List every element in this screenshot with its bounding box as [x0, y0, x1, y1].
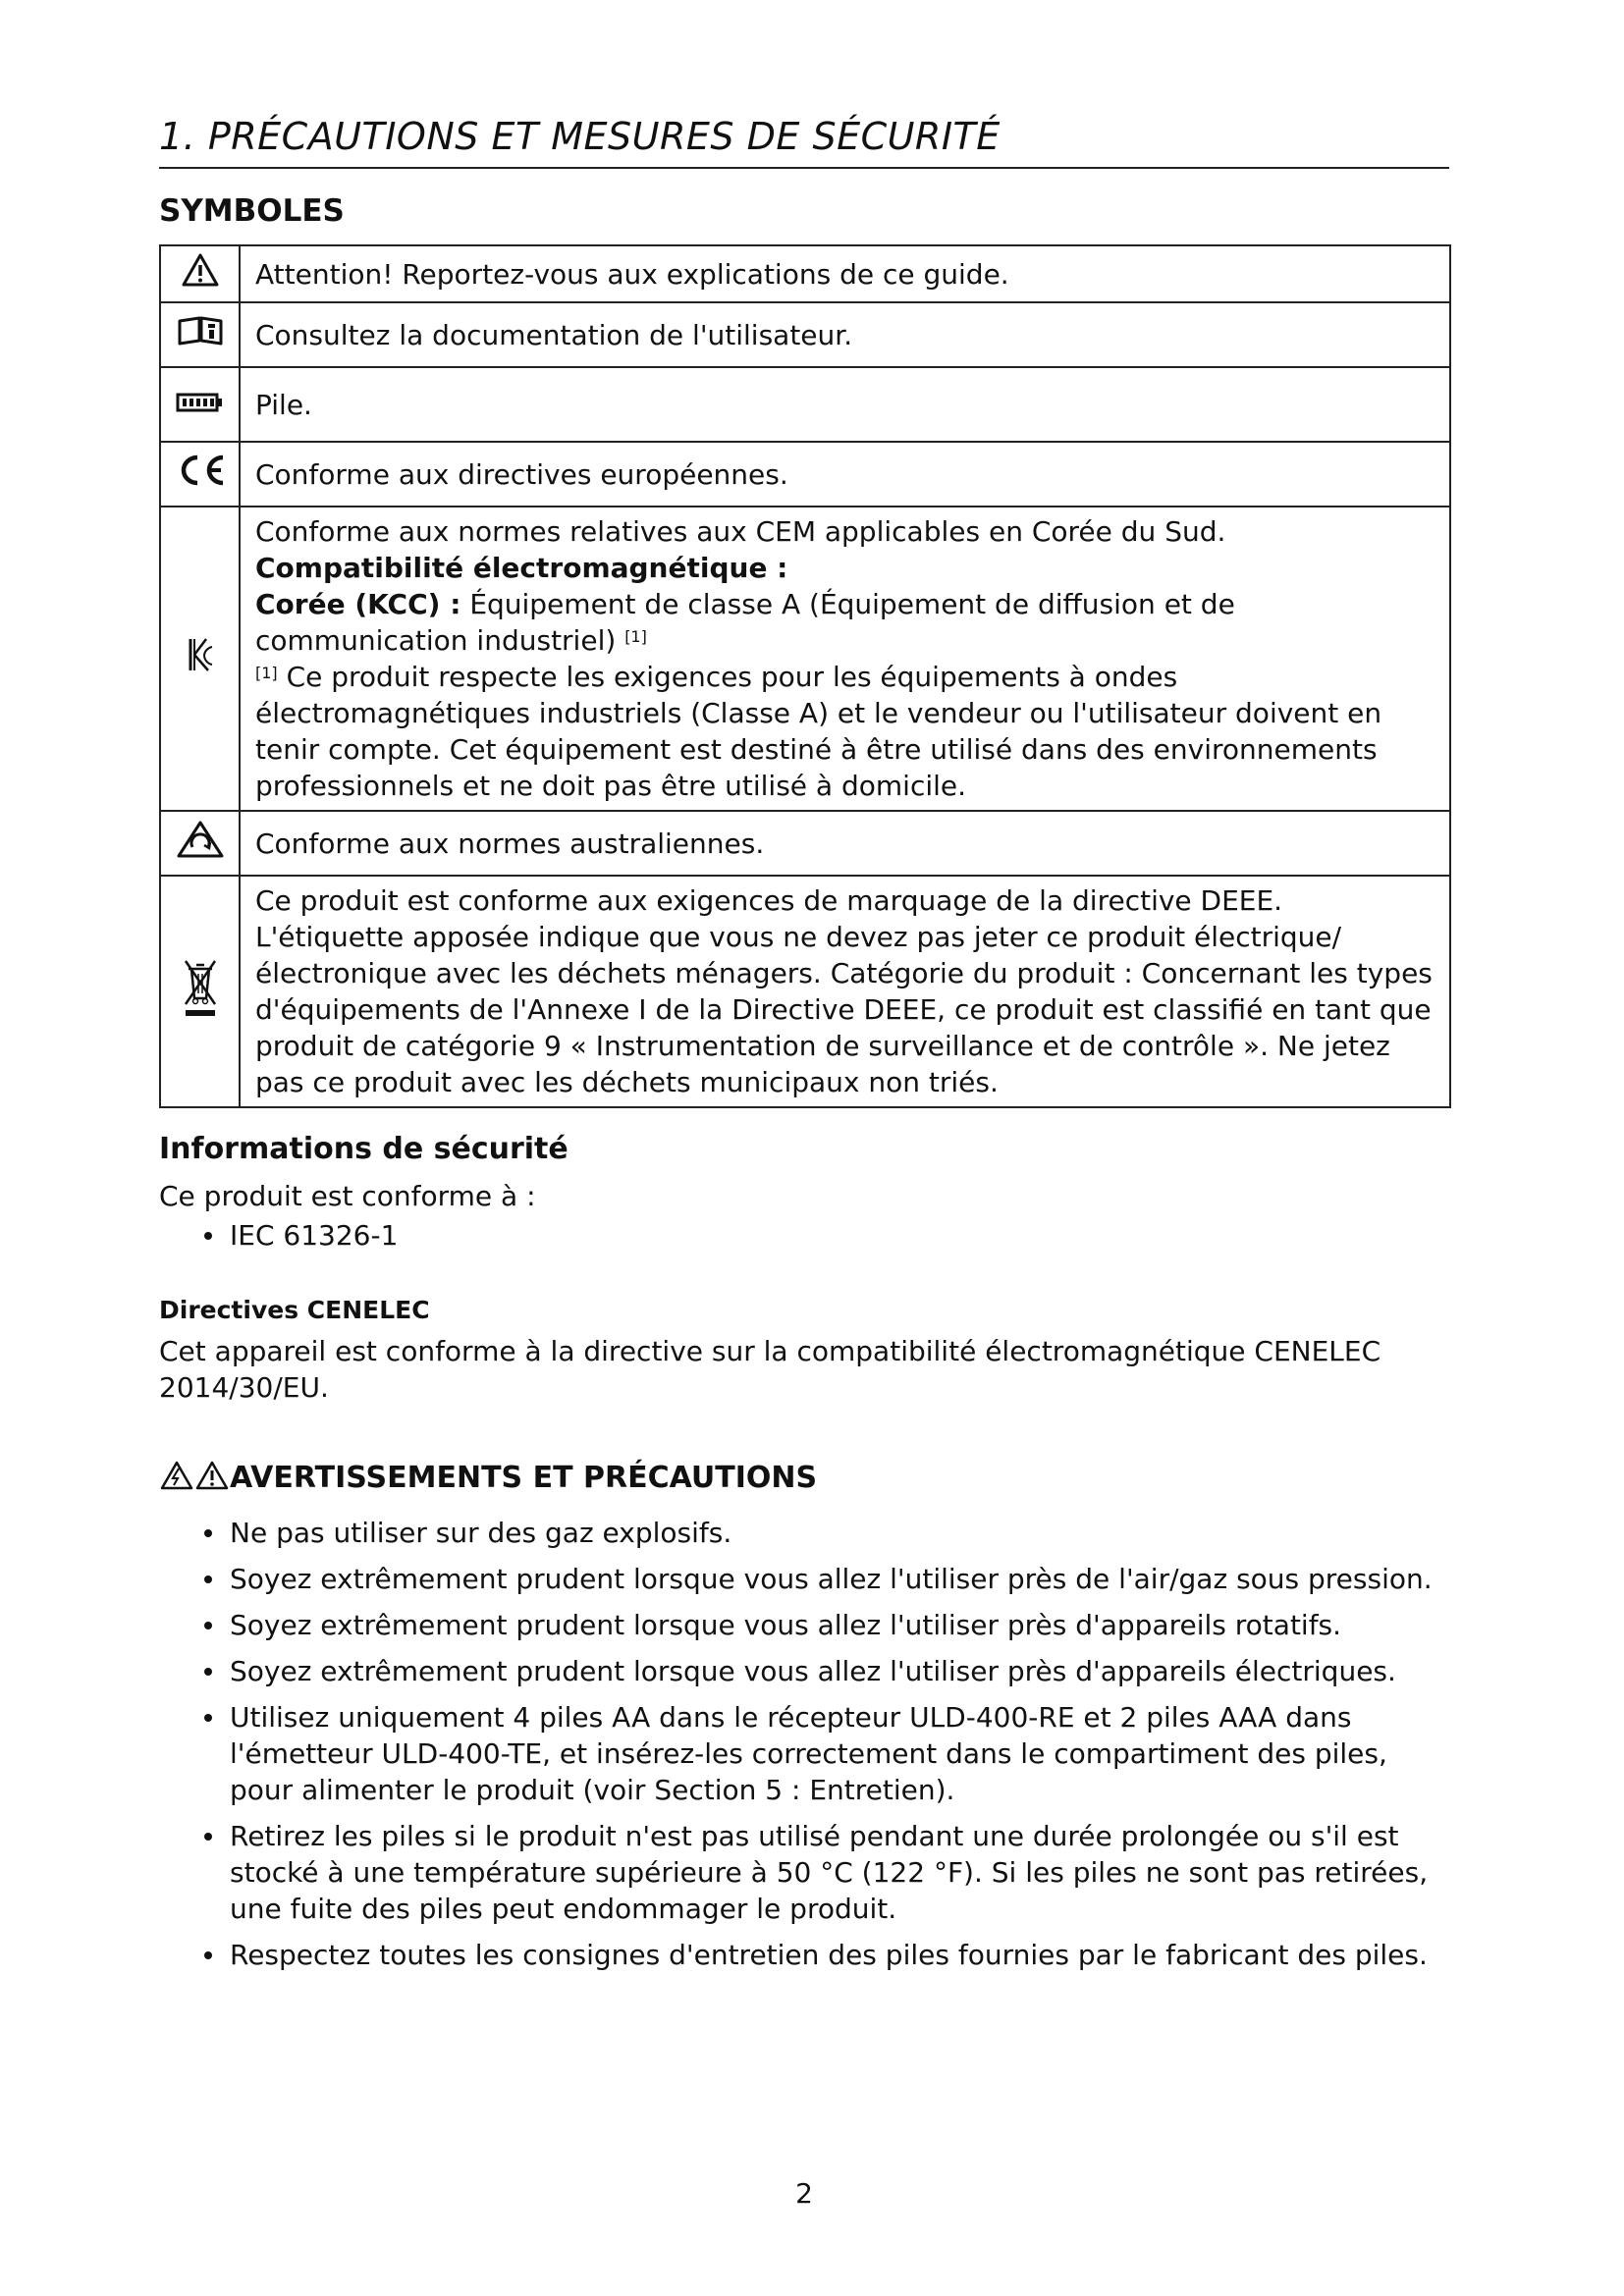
bullet-icon — [204, 1232, 212, 1240]
cenelec-text: Cet appareil est conforme à la directive sur la compatibilité électromagnétique CENELEC 2014/30/EU. — [159, 1335, 1381, 1404]
warning-triangle-icon — [160, 245, 240, 302]
list-item — [159, 1561, 1449, 1597]
footnote-ref: [1] — [624, 627, 647, 646]
list-item — [159, 1607, 1449, 1643]
standard-text: IEC 61326-1 — [230, 1219, 399, 1252]
warning-triangle-icon — [159, 1460, 194, 1501]
page-number: 2 — [795, 2177, 813, 2210]
warnings-heading-text: AVERTISSEMENTS ET PRÉCAUTIONS — [230, 1461, 818, 1495]
warning-text: Ne pas utiliser sur des gaz explosifs. — [230, 1517, 732, 1549]
bullet-icon — [204, 1714, 212, 1722]
weee-bin-icon — [160, 876, 240, 1107]
symbol-description: Ce produit est conforme aux exigences de marquage de la directive DEEE. L'étiquette apposée indique que vous ne devez pas jeter ce produit électrique/ électronique avec les déchets ménagers. Catégorie du produit : Concernant les types d'équipements de l'Annexe I de la Directive DEEE, ce produit est classifié en tant que produit de catégorie 9 « Instrumentation de surveillance et de contrôle ». Ne jetez pas ce produit avec les déchets municipaux non triés. — [240, 876, 1450, 1107]
bullet-icon — [204, 1833, 212, 1841]
rcm-mark-icon — [160, 811, 240, 876]
kc-line: Conforme aux normes relatives aux CEM applicables en Corée du Sud. — [255, 515, 1226, 548]
warning-text: Soyez extrêmement prudent lorsque vous allez l'utiliser près d'appareils rotatifs. — [230, 1609, 1342, 1641]
symbols-heading: SYMBOLES — [159, 193, 345, 229]
symbol-row-battery — [160, 367, 1450, 442]
kcc-text: Équipement de classe A (Équipement de diffusion et de communication industriel) — [255, 588, 1235, 657]
warnings-list — [159, 1515, 1449, 1973]
ce-mark-icon — [160, 442, 240, 507]
symbol-description: Consultez la documentation de l'utilisateur. — [240, 302, 1450, 367]
warning-text: Soyez extrêmement prudent lorsque vous allez l'utiliser près d'appareils électriques. — [230, 1655, 1396, 1687]
list-item — [159, 1699, 1449, 1808]
symbol-row-kc — [160, 507, 1450, 811]
list-item — [159, 1818, 1449, 1927]
symbol-row-ce — [160, 442, 1450, 507]
warning-triangle-icon — [194, 1460, 230, 1501]
bullet-icon — [204, 1622, 212, 1629]
kcc-note-text: Ce produit respecte les exigences pour les équipements à ondes électromagnétiques industriels (Classe A) et le vendeur ou l'utilisateur doivent en tenir compte. Cet équipement est destiné à être utilisé dans des environnements professionnels et ne doit pas être utilisé à domicile. — [255, 661, 1382, 802]
kcc-line — [255, 586, 1437, 659]
symbol-row-rcm — [160, 811, 1450, 876]
warning-text: Soyez extrêmement prudent lorsque vous allez l'utiliser près de l'air/gaz sous pression. — [230, 1563, 1433, 1595]
symbol-row-warning — [160, 245, 1450, 302]
battery-icon — [160, 367, 240, 442]
list-item — [159, 1217, 1449, 1254]
symbol-description: Pile. — [240, 367, 1450, 442]
symbol-row-manual — [160, 302, 1450, 367]
list-item — [159, 1653, 1449, 1689]
chapter-title: 1. PRÉCAUTIONS ET MESURES DE SÉCURITÉ — [159, 114, 1449, 169]
bullet-icon — [204, 1575, 212, 1583]
bullet-icon — [204, 1668, 212, 1676]
symbols-table — [159, 244, 1451, 1108]
warning-text: Utilisez uniquement 4 piles AA dans le récepteur ULD-400-RE et 2 piles AAA dans l'émetteur ULD-400-TE, et insérez-les correctement dans le compartiment des piles, pour alimenter le produit (voir Section 5 : Entretien). — [230, 1701, 1387, 1806]
kcc-note — [255, 659, 1437, 804]
standards-list — [159, 1217, 1449, 1254]
safety-info-heading: Informations de sécurité — [159, 1132, 568, 1166]
symbol-description: Conforme aux normes australiennes. — [240, 811, 1450, 876]
symbol-description: Attention! Reportez-vous aux explications de ce guide. — [240, 245, 1450, 302]
cenelec-heading: Directives CENELEC — [159, 1296, 430, 1324]
safety-intro: Ce produit est conforme à : — [159, 1180, 536, 1212]
kcc-label: Corée (KCC) : — [255, 588, 461, 620]
warning-text: Retirez les piles si le produit n'est pas utilisé pendant une durée prolongée ou s'il est stocké à une température supérieure à 50 °C (122 °F). Si les piles ne sont pas retirées, une fuite des piles peut endommager le produit. — [230, 1820, 1429, 1925]
kc-mark-icon — [160, 507, 240, 811]
list-item — [159, 1515, 1449, 1551]
list-item — [159, 1937, 1449, 1973]
symbol-description-kc — [240, 507, 1450, 811]
symbol-row-weee — [160, 876, 1450, 1107]
manual-info-icon — [160, 302, 240, 367]
warning-text: Respectez toutes les consignes d'entretien des piles fournies par le fabricant des piles. — [230, 1939, 1428, 1971]
symbol-description: Conforme aux directives européennes. — [240, 442, 1450, 507]
bullet-icon — [204, 1529, 212, 1537]
emc-label: Compatibilité électromagnétique : — [255, 552, 788, 584]
bullet-icon — [204, 1951, 212, 1959]
footnote-mark: [1] — [255, 664, 278, 682]
warnings-heading — [159, 1460, 817, 1501]
